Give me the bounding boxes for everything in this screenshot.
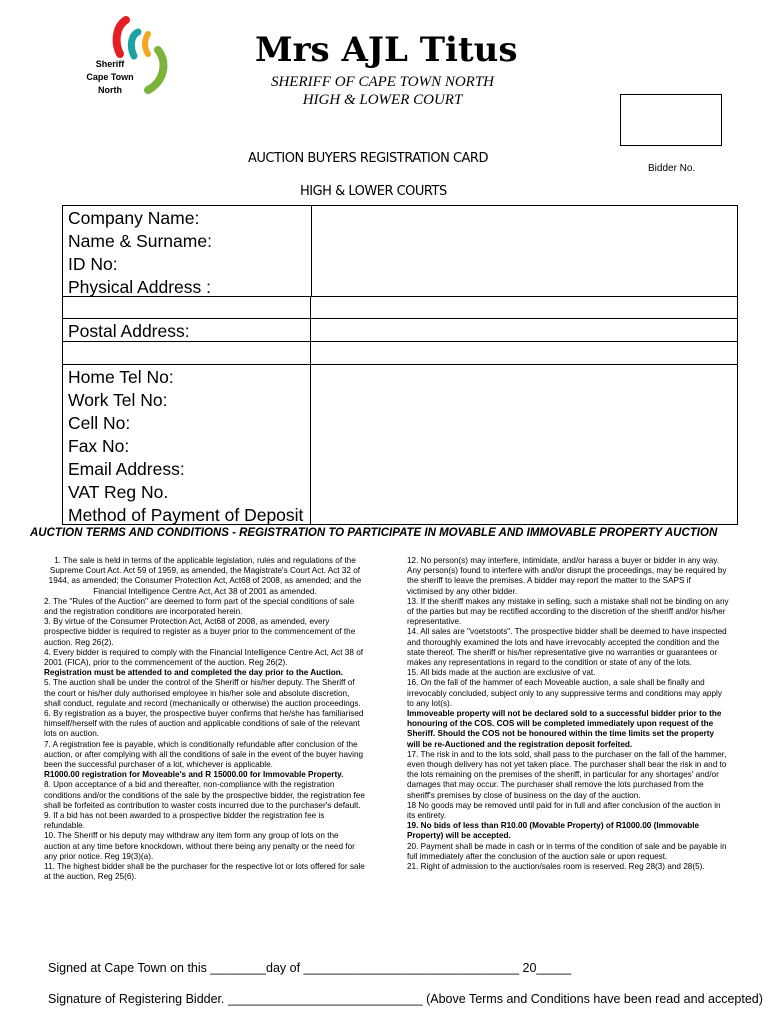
term-item: 7. A registration fee is payable, which is conditionally refundable after conclusion of the auction, or after complying with all the conditions of sale in the event of the buyer having been the successful purchaser of a lot, whichever is applicable. (44, 739, 364, 770)
term-item: 16. On the fall of the hammer of each Moveable auction, a sale shall be finally and irrevocably concluded, subject only to any suppressive terms and conditions may apply to any lot(s). (407, 678, 722, 708)
term-item: 13. If the sheriff makes any mistake in selling, such a mistake shall not be binding on any of the parties but may be rectified according to the discretion of the sheriff and/or his/her representative. (407, 596, 729, 627)
bidder-number-box[interactable] (620, 94, 722, 146)
subtitle-line2: HIGH & LOWER COURT (302, 92, 463, 108)
document-title: Mrs AJL Titus (255, 30, 518, 70)
form-row-contact[interactable] (63, 365, 737, 525)
bidder-number-label: Bidder No. (648, 163, 696, 174)
cell-label: Cell No: (68, 413, 131, 433)
term-bold: Registration must be attended to and completed the day prior to the Auction. (44, 668, 344, 678)
form-row-postal[interactable] (63, 319, 737, 342)
term-item: 3. By virtue of the Consumer Protection Act, Act68 of 2008, as amended, every prospective bidder is required to register as a buyer prior to the commencement of the auction. Reg 26(2). (44, 617, 356, 647)
form-row-blank[interactable] (63, 297, 737, 319)
org-line: Sheriff (95, 59, 125, 69)
term-item: 11. The highest bidder shall be the purchaser for the respective lot or lots offered for sale at the auction, Reg 25(6). (44, 862, 365, 882)
term-item: 20. Payment shall be made in cash or in terms of the condition of sale and be payable in full immediately after the conclusion of the auction sale or upon request. (407, 841, 727, 861)
blank-cell (63, 342, 311, 364)
vat-label: VAT Reg No. (68, 482, 169, 502)
term-bold: 19. No bids of less than R10.00 (Movable Property) of R1000.00 (Immovable Property) will be accepted. (407, 821, 700, 841)
subtitle-line1: SHERIFF OF CAPE TOWN NORTH (270, 74, 495, 90)
blank-cell (63, 297, 311, 318)
term-item: 6. By registration as a buyer, the prospective buyer confirms that he/she has familiarised himself/herself with the rules of auction and applicable conditions of sale of the relevant lots on auction. (44, 709, 364, 739)
contact-labels (63, 206, 737, 296)
term-item: 1. The sale is held in terms of the applicable legislation, rules and regulations of the Supreme Court Act. Act 59 of 1959, as amended, the Magistrate's Court Act. Act 32 of 1944, as amended; the Consumer Protection Act, Act68 of 2008, as amended; and the Financial Intelligence Centre Act, Act 38 of 2001 as amended. (48, 556, 362, 596)
term-item: 14. All sales are "voetstoots". The prospective bidder shall be deemed to have inspected and thoroughly examined the lots and have irrevocably accepted the condition and the state thereof. The sheriff or his/her representative give no warranties or guarantees or makes any representations in regard to the condition or state of any of the lots. (407, 627, 727, 668)
term-item: 9. If a bid has not been awarded to a prospective bidder the registration fee is refundable. (44, 811, 325, 831)
term-item: 10. The Sheriff or his deputy may withdraw any item form any group of lots on the auction at any time before knockdown, without there being any penalty or the need for any prior notice. Reg 19(3)(a). (44, 831, 355, 861)
term-item: 21. Right of admission to the auction/sales room is reserved. Reg 28(3) and 28(5). (407, 862, 705, 872)
term-item: 5. The auction shall be under the control of the Sheriff or his/her deputy. The Sheriff of the court or his/her duly authorised employee in his/her sole and absolute discretion, shall conduct, regulate and record (mechanically or otherwise) the auction proceedings. (44, 678, 361, 708)
email-label: Email Address: (68, 459, 185, 479)
org-line: North (98, 85, 122, 95)
term-item: 2. The "Rules of the Auction" are deemed to form part of the special conditions of sale and the registration conditions are incorporated herein. (44, 596, 355, 617)
term-bold: Immoveable property will not be declared sold to a successful bidder prior to the honouring of the COS. COS will be completed immediately upon request of the Sheriff. Should the COS not be honoured within the time limits set the property will be re-Auctioned and the registration deposit forfeited. (407, 709, 722, 749)
term-item: 15. All bids made at the auction are exclusive of vat. (407, 668, 596, 678)
org-name (70, 58, 150, 97)
term-item: 17. The risk in and to the lots sold, shall pass to the purchaser on the fall of the hammer, even though delivery has not yet taken place. The purchaser shall bear the risk in and to the lots remaining on the premises of the sheriff, in particular for any shortages' and/or damages that may occur. The purchaser shall remove the lots purchased from the sheriff's premises by close of business on the day of the auction. (407, 749, 727, 800)
home-tel-label: Home Tel No: (68, 367, 174, 387)
work-tel-label: Work Tel No: (68, 390, 168, 410)
contact-labels (63, 365, 311, 525)
term-bold: R1000.00 registration for Moveable's and R 15000.00 for Immovable Property. (44, 770, 344, 780)
registration-form (62, 205, 738, 525)
terms-right-column (407, 556, 729, 872)
form-row-blank[interactable] (63, 342, 737, 365)
term-item: 12. No person(s) may interfere, intimidate, and/or harass a buyer or bidder in any way. Any person(s) found to interfere with and/or disrupt the proceedings, may be required by the sheriff to leave the premises. A bidder may report the matter to the SAPS if victimised by any other bidder. (407, 556, 727, 596)
company-label: Company Name: (68, 208, 200, 228)
physical-address-label: Physical Address : (68, 277, 211, 297)
signature-line[interactable]: Signature of Registering Bidder. ____________________________ (Above Terms and Conditions have been read and accepted) (48, 992, 763, 1006)
term-item: 18 No goods may be removed until paid for in full and after conclusion of the auction in its entirety. (407, 800, 721, 821)
terms-left-column (44, 556, 366, 883)
courts-heading: HIGH & LOWER COURTS (300, 184, 447, 199)
postal-address-label: Postal Address: (63, 319, 311, 341)
name-label: Name & Surname: (68, 231, 212, 251)
term-item: 8. Upon acceptance of a bid and thereafter, non-compliance with the registration conditions and/or the conditions of the sale by the prospective bidder, the registration fee shall be forfeited as contribution to waster costs incurred due to the purchaser's default. (44, 780, 365, 810)
form-row-company[interactable] (63, 206, 737, 297)
fax-label: Fax No: (68, 436, 130, 456)
terms-title: AUCTION TERMS AND CONDITIONS - REGISTRATION TO PARTICIPATE IN MOVABLE AND IMMOVABLE PROPERTY AUCTION (30, 527, 718, 539)
signed-at-line[interactable]: Signed at Cape Town on this ________day of _______________________________ 20_____ (48, 961, 572, 975)
term-item: 4. Every bidder is required to comply with the Financial Intelligence Centre Act, Act 38 of 2001 (FICA), prior to the commencement of the auction. Reg 26(2). (44, 647, 364, 668)
org-line: Cape Town (86, 72, 134, 82)
id-label: ID No: (68, 254, 118, 274)
card-title: AUCTION BUYERS REGISTRATION CARD (248, 151, 488, 166)
deposit-method-label: Method of Payment of Deposit (68, 505, 304, 525)
divider (311, 206, 312, 297)
